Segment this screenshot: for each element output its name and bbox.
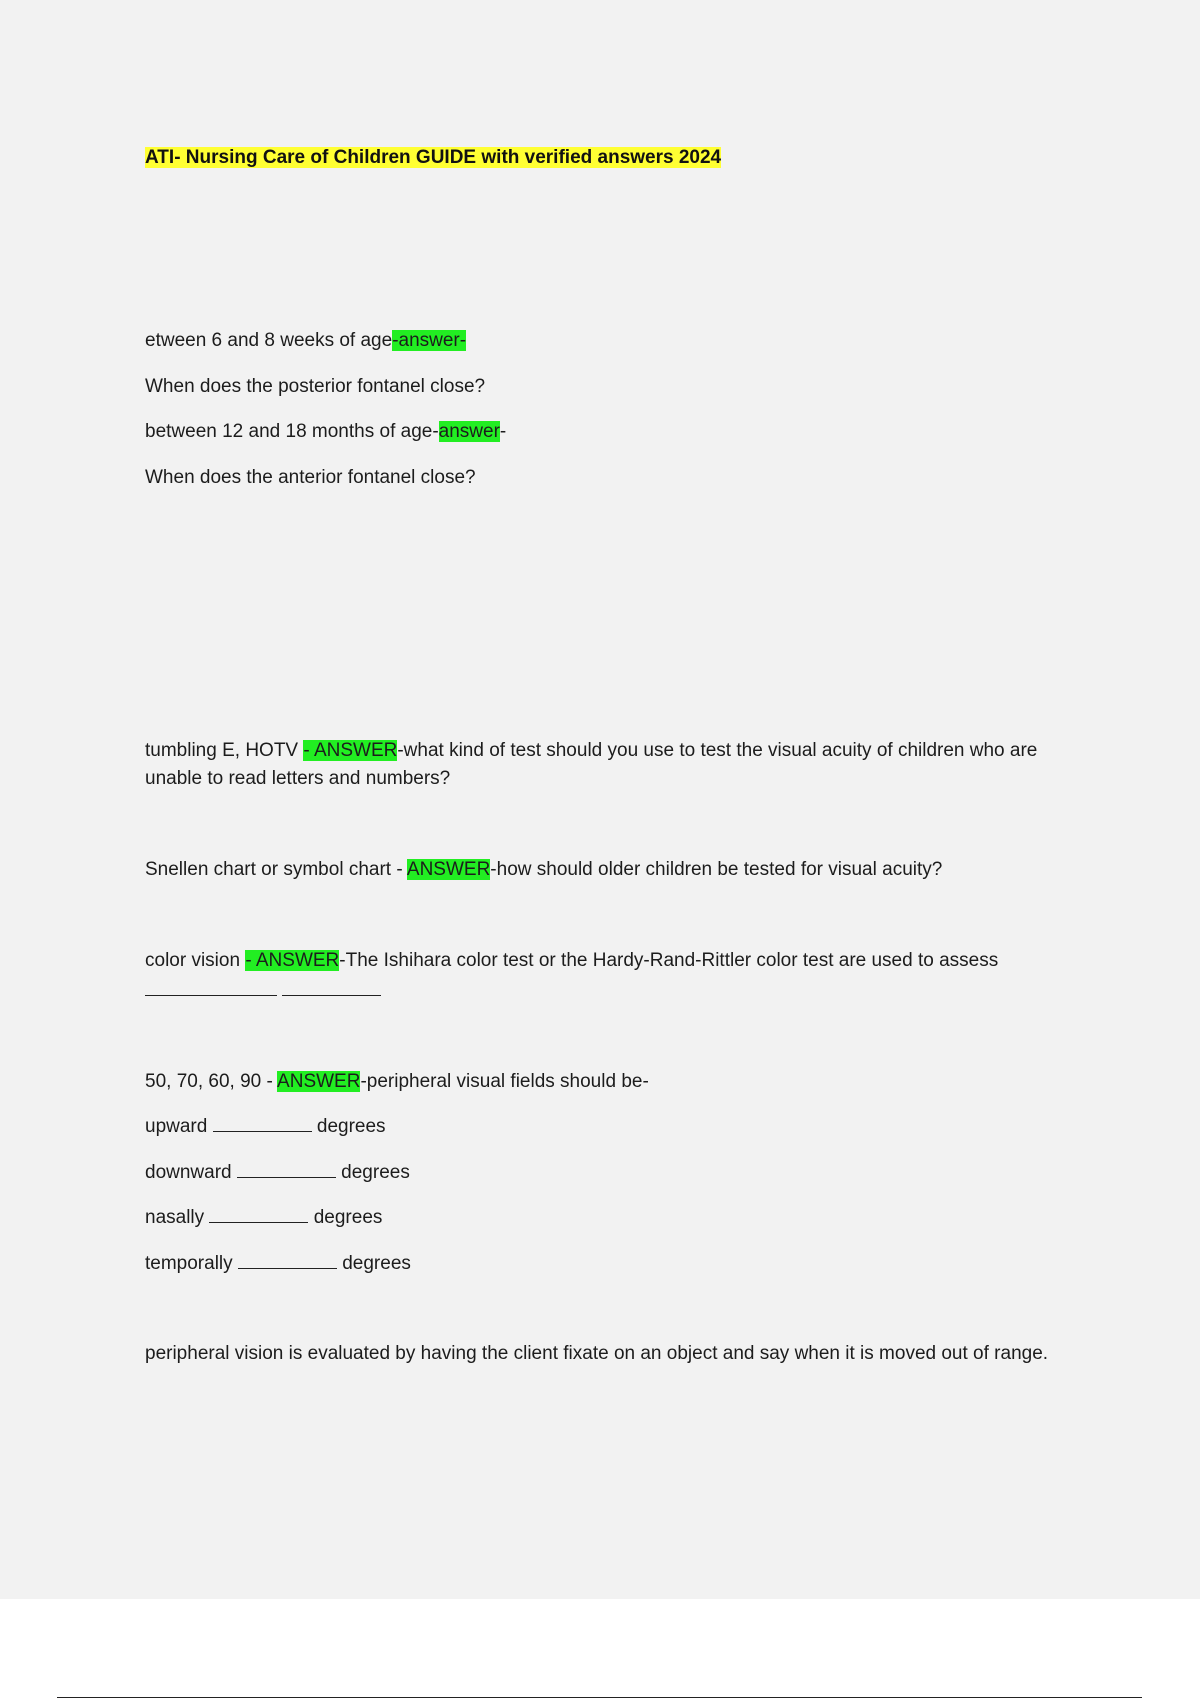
answer-highlight: - ANSWER <box>245 950 340 971</box>
qa-color-vision: color vision - ANSWER-The Ishihara color test or the Hardy-Rand-Rittler color test are used to assess <box>145 950 999 971</box>
answer-highlight: - ANSWER <box>303 740 398 761</box>
blank-line <box>213 1113 312 1132</box>
answer-highlight: ANSWER <box>277 1071 361 1092</box>
question-line-anterior: When does the anterior fontanel close? <box>145 467 476 488</box>
peripheral-vision-note: peripheral vision is evaluated by having the client fixate on an object and say when it is moved out of range. <box>145 1343 1049 1364</box>
footer-divider <box>57 1697 1142 1698</box>
blank-line <box>238 1250 337 1269</box>
qa-visual-acuity-young: tumbling E, HOTV - ANSWER-what kind of test should you use to test the visual acuity of children who are unable to read letters and numbers? <box>145 740 1038 789</box>
qa-peripheral-fields: 50, 70, 60, 90 - ANSWER-peripheral visual fields should be- <box>145 1071 649 1092</box>
answer-highlight: -answer- <box>392 330 467 351</box>
color-vision-blanks <box>145 977 381 1005</box>
answer-highlight: answer <box>438 421 500 442</box>
field-upward: upward degrees <box>145 1113 386 1141</box>
answer-highlight: ANSWER <box>406 859 491 880</box>
document-title: ATI- Nursing Care of Children GUIDE with verified answers 2024 <box>145 147 722 168</box>
blank-line <box>145 977 277 996</box>
field-downward: downward degrees <box>145 1159 410 1187</box>
blank-line <box>237 1159 336 1178</box>
question-line-posterior: When does the posterior fontanel close? <box>145 376 486 397</box>
blank-line <box>282 977 381 996</box>
answer-line-1: etween 6 and 8 weeks of age-answer- <box>145 330 467 351</box>
answer-line-2: between 12 and 18 months of age-answer- <box>145 421 507 442</box>
qa-visual-acuity-older: Snellen chart or symbol chart - ANSWER-how should older children be tested for visual acuity? <box>145 859 943 880</box>
field-temporally: temporally degrees <box>145 1250 411 1278</box>
blank-line <box>209 1204 308 1223</box>
field-nasally: nasally degrees <box>145 1204 382 1232</box>
